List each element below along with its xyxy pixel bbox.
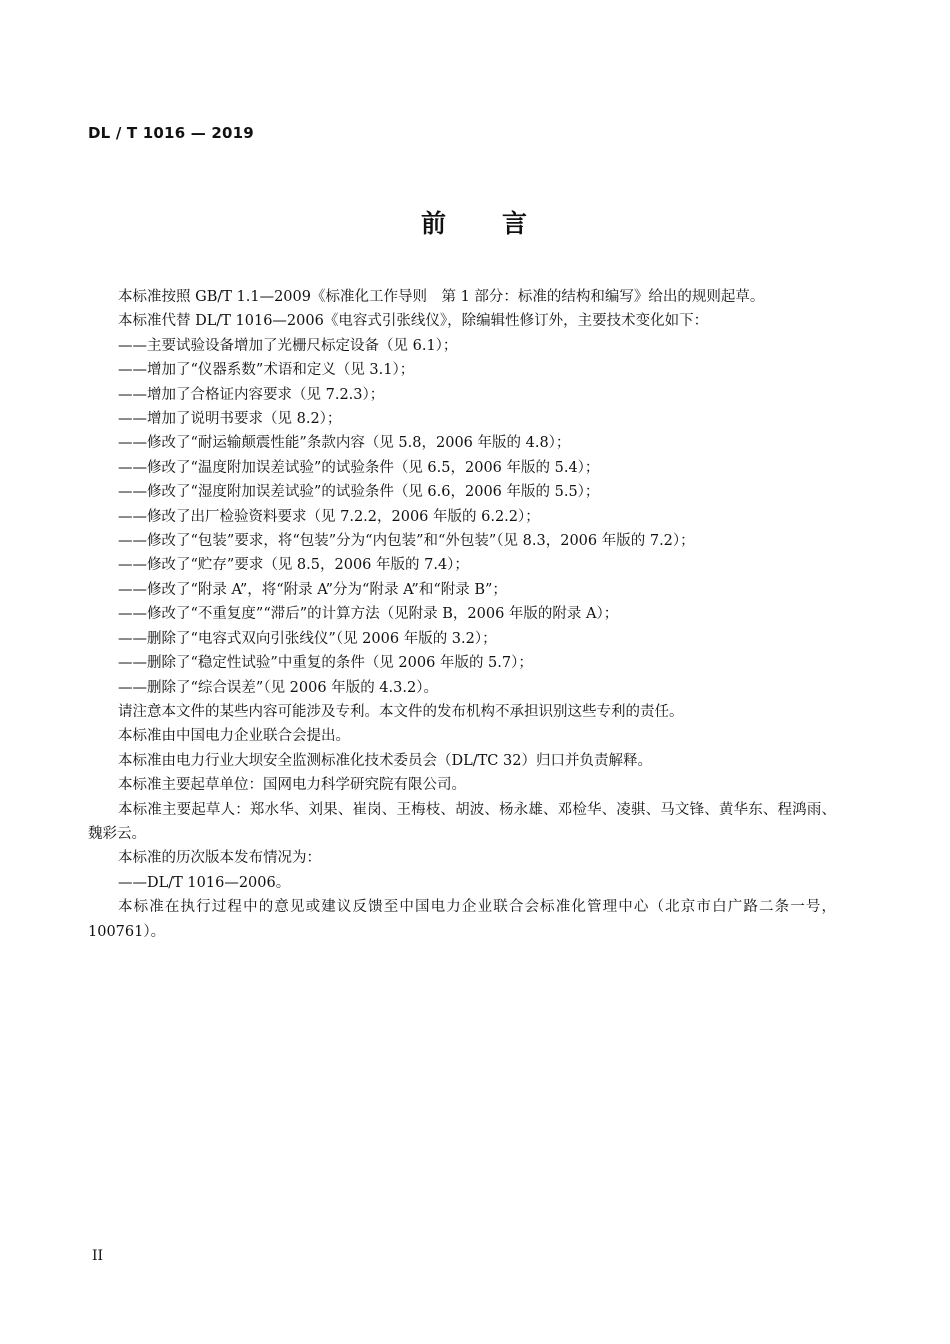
change-item: ——增加了“仪器系数”术语和定义（见 3.1）； [118,362,415,379]
page-title: 前 言 [420,209,529,238]
change-item: ——修改了“贮存”要求（见 8.5，2006 年版的 7.4）； [118,557,469,574]
change-item: ——修改了“湿度附加误差试验”的试验条件（见 6.6，2006 年版的 5.5）； [118,484,600,501]
paragraph-feedback: 本标准在执行过程中的意见或建议反馈至中国电力企业联合会标准化管理中心（北京市白广路二条一号，100761）。 [88,899,836,940]
paragraph-drafting-rules: 本标准按照 GB/T 1.1—2009《标准化工作导则 第 1 部分：标准的结构和编写》给出的规则起草。 [118,289,765,305]
change-item: ——修改了“附录 A”，将“附录 A”分为“附录 A”和“附录 B”； [118,581,507,598]
page-number: II [92,1248,104,1264]
change-item: ——增加了合格证内容要求（见 7.2.3）； [118,386,385,403]
change-item: ——修改了“不重复度”“滞后”的计算方法（见附录 B，2006 年版的附录 A）； [118,606,619,623]
change-item: ——删除了“稳定性试验”中重复的条件（见 2006 年版的 5.7）； [118,655,533,672]
change-item: ——主要试验设备增加了光栅尺标定设备（见 6.1）； [118,337,458,354]
document-body [88,285,836,944]
paragraph-patent-notice: 请注意本文件的某些内容可能涉及专利。本文件的发布机构不承担识别这些专利的责任。 [118,703,684,720]
paragraph-committee: 本标准由电力行业大坝安全监测标准化技术委员会（DL/TC 32）归口并负责解释。 [118,752,652,769]
paragraph-replaces: 本标准代替 DL/T 1016—2006《电容式引张线仪》，除编辑性修订外，主要技术变化如下： [118,313,709,330]
paragraph-proposer: 本标准由中国电力企业联合会提出。 [118,728,350,745]
change-item: ——修改了出厂检验资料要求（见 7.2.2，2006 年版的 6.2.2）； [118,508,540,525]
paragraph-drafters: 本标准主要起草人：郑水华、刘果、崔岗、王梅枝、胡波、杨永雄、邓检华、凌骐、马文锋、黄华东、程鸿雨、魏彩云。 [88,801,836,842]
change-item: ——修改了“耐运输颠震性能”条款内容（见 5.8，2006 年版的 4.8）； [118,435,571,452]
paragraph-drafting-unit: 本标准主要起草单位：国网电力科学研究院有限公司。 [118,777,466,794]
paragraph-history-intro: 本标准的历次版本发布情况为： [118,850,321,867]
change-item: ——修改了“包装”要求，将“包装”分为“内包装”和“外包装”（见 8.3，2006 年版的 7.2）； [118,533,695,550]
change-item: ——删除了“综合误差”（见 2006 年版的 4.3.2）。 [118,679,438,696]
change-item: ——修改了“温度附加误差试验”的试验条件（见 6.5，2006 年版的 5.4）； [118,459,600,476]
change-item: ——删除了“电容式双向引张线仪”（见 2006 年版的 3.2）； [118,630,497,647]
history-item: ——DL/T 1016—2006。 [118,874,291,891]
document-code: DL / T 1016 — 2019 [88,124,254,142]
change-item: ——增加了说明书要求（见 8.2）； [118,411,342,428]
